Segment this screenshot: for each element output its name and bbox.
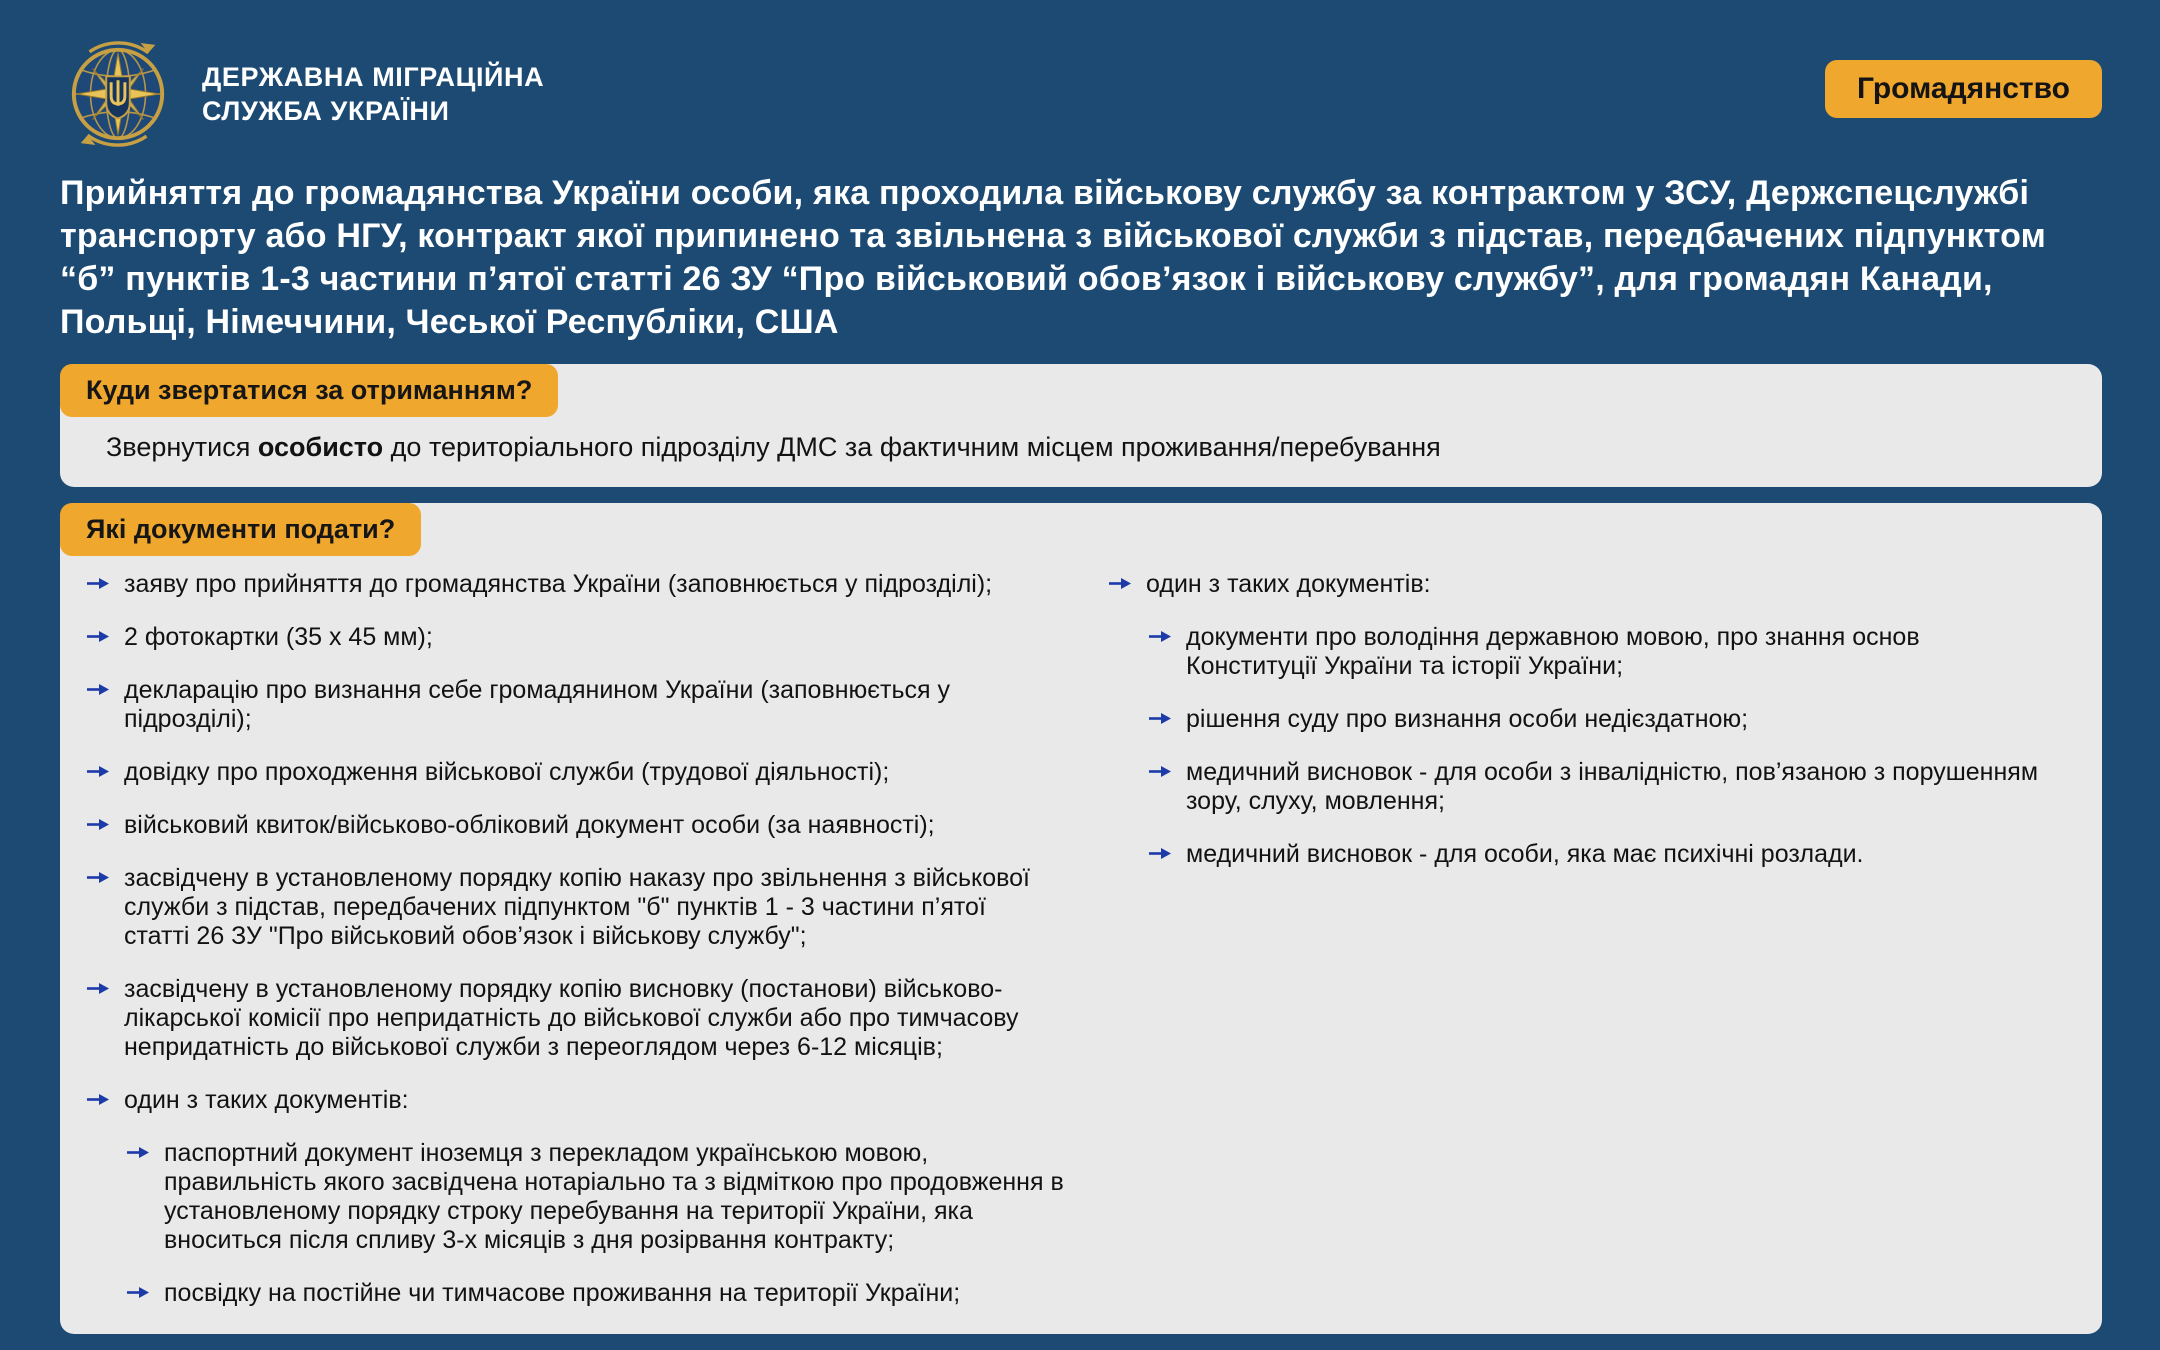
doc-list-item — [86, 864, 1078, 951]
section-where-to-apply — [60, 364, 2102, 487]
documents-left-column — [86, 570, 1078, 1308]
arrow-bullet-icon — [126, 1285, 150, 1300]
doc-item-text: засвідчену в установленому порядку копію висновку (постанови) військово-лікарської комісії про непридатність до військової служби або про тимчасову непридатність до військової служби з переоглядом через 6-12 місяців; — [124, 975, 1019, 1061]
doc-list-item — [1148, 705, 2100, 734]
doc-list-item — [1148, 623, 2100, 681]
doc-item-text: декларацію про визнання себе громадянином України (заповнюється у підрозділі); — [124, 676, 951, 733]
doc-item-row — [86, 758, 1078, 787]
doc-item-text: військовий квиток/військово-обліковий документ особи (за наявності); — [124, 811, 935, 839]
section-documents — [60, 503, 2102, 1334]
doc-sub-list — [1148, 623, 2100, 869]
arrow-bullet-icon — [86, 764, 110, 779]
where-to-apply-label: Куди звертатися за отриманням? — [60, 364, 558, 417]
doc-item-row — [86, 623, 1078, 652]
dms-emblem-icon — [60, 40, 178, 148]
doc-item-text: посвідку на постійне чи тимчасове проживання на території України; — [164, 1279, 961, 1307]
where-text-suffix: до територіального підрозділу ДМС за фактичним місцем проживання/перебування — [383, 432, 1441, 462]
doc-item-row — [86, 811, 1078, 840]
doc-list-item — [1148, 758, 2100, 816]
doc-list-item — [86, 623, 1078, 652]
doc-item-row — [1148, 758, 2100, 816]
doc-item-text: 2 фотокартки (35 х 45 мм); — [124, 623, 433, 651]
doc-item-text: один з таких документів: — [1146, 570, 1431, 598]
doc-item-text: медичний висновок - для особи, яка має психічні розлади. — [1186, 840, 1864, 868]
arrow-bullet-icon — [86, 682, 110, 697]
doc-item-text: довідку про проходження військової служби (трудової діяльності); — [124, 758, 890, 786]
org-name-line1: ДЕРЖАВНА МІГРАЦІЙНА — [202, 62, 545, 92]
doc-list-item — [86, 1086, 1078, 1308]
org-name — [202, 60, 544, 128]
doc-list-item — [1108, 570, 2100, 869]
citizenship-category-badge[interactable]: Громадянство — [1825, 60, 2102, 118]
doc-list-item — [1148, 840, 2100, 869]
doc-item-text: медичний висновок - для особи з інвалідністю, пов’язаною з порушенням зору, слуху, мовлення; — [1186, 758, 2039, 815]
doc-list-item — [126, 1279, 1078, 1308]
doc-item-row — [126, 1279, 1078, 1308]
arrow-bullet-icon — [1148, 846, 1172, 861]
arrow-bullet-icon — [1148, 629, 1172, 644]
where-text-prefix: Звернутися — [106, 432, 258, 462]
page-title: Прийняття до громадянства України особи, яка проходила військову службу за контрактом у ЗСУ, Держспецслужбі транспорту або НГУ, контракт якої припинено та звільнена з військової служби з підстав, передбачених підпунктом “б” пунктів 1-3 частини п’ятої статті 26 ЗУ “Про військовий обов’язок і військову службу”, для громадян Канади, Польщі, Німеччини, Чеської Республіки, США — [60, 174, 2047, 341]
arrow-bullet-icon — [86, 817, 110, 832]
arrow-bullet-icon — [86, 576, 110, 591]
doc-item-row — [1148, 623, 2100, 681]
doc-item-row — [126, 1139, 1078, 1255]
doc-item-row — [86, 864, 1078, 951]
documents-label: Які документи подати? — [60, 503, 421, 556]
doc-list-item — [86, 570, 1078, 599]
doc-item-row — [1148, 705, 2100, 734]
doc-item-row — [1148, 840, 2100, 869]
doc-item-row — [86, 676, 1078, 734]
documents-columns — [60, 556, 2102, 1308]
header — [60, 40, 2102, 148]
arrow-bullet-icon — [86, 1092, 110, 1107]
arrow-bullet-icon — [1148, 764, 1172, 779]
doc-list-item — [86, 811, 1078, 840]
where-to-apply-text — [106, 431, 2102, 463]
org-name-line2: СЛУЖБА УКРАЇНИ — [202, 96, 450, 126]
brand — [60, 40, 544, 148]
doc-list-item — [126, 1139, 1078, 1255]
arrow-bullet-icon — [86, 870, 110, 885]
doc-list-item — [86, 758, 1078, 787]
arrow-bullet-icon — [1108, 576, 1132, 591]
doc-item-row — [1108, 570, 2100, 599]
arrow-bullet-icon — [126, 1145, 150, 1160]
doc-item-text: паспортний документ іноземця з перекладом українською мовою, правильність якого засвідчена нотаріально та з відміткою про продовження в установленому порядку строку перебування на території України, яка вноситься після спливу 3-х місяців з дня розірвання контракту; — [164, 1139, 1064, 1254]
documents-right-column — [1108, 570, 2100, 1308]
doc-sub-list — [126, 1139, 1078, 1308]
doc-list-item — [86, 676, 1078, 734]
doc-item-text: документи про володіння державною мовою, про знання основ Конституції України та історії України; — [1186, 623, 1920, 680]
doc-item-text: заяву про прийняття до громадянства України (заповнюється у підрозділі); — [124, 570, 993, 598]
doc-item-text: рішення суду про визнання особи недієздатною; — [1186, 705, 1749, 733]
doc-item-row — [86, 975, 1078, 1062]
doc-item-text: засвідчену в установленому порядку копію наказу про звільнення з військової служби з підстав, передбачених підпунктом "б" пунктів 1 - 3 частини п’ятої статті 26 ЗУ "Про військовий обов’язок і військову службу"; — [124, 864, 1030, 950]
doc-item-text: один з таких документів: — [124, 1086, 409, 1114]
arrow-bullet-icon — [86, 629, 110, 644]
arrow-bullet-icon — [86, 981, 110, 996]
arrow-bullet-icon — [1148, 711, 1172, 726]
doc-item-row — [86, 1086, 1078, 1115]
doc-list-item — [86, 975, 1078, 1062]
doc-item-row — [86, 570, 1078, 599]
where-text-bold: особисто — [257, 432, 384, 462]
